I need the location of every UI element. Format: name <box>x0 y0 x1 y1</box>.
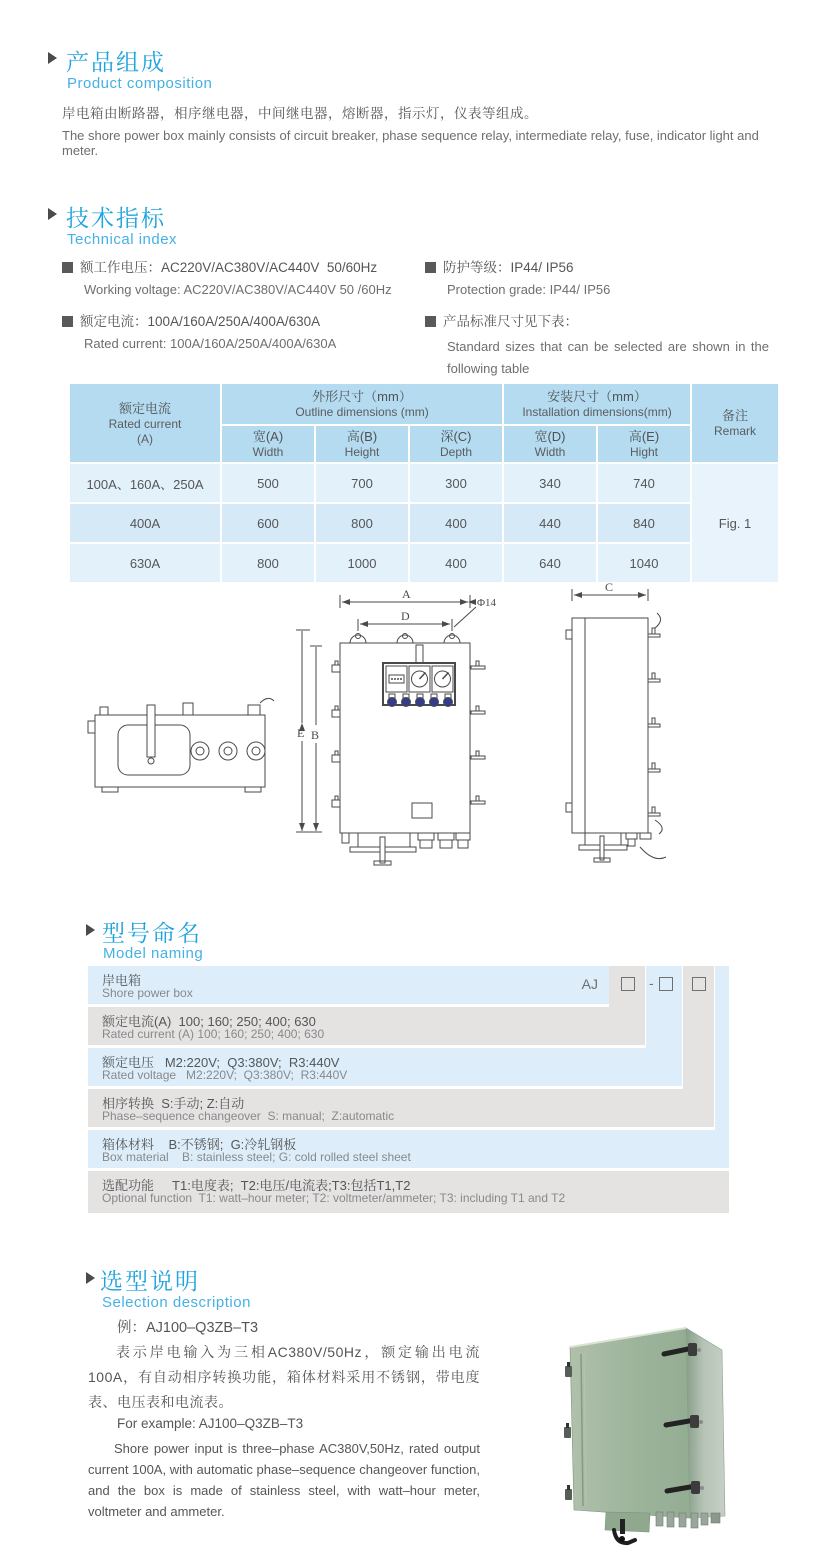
drawing-front-view <box>296 595 485 865</box>
composition-text-zh: 岸电箱由断路器，相序继电器，中间继电器，熔断器，指示灯，仪表等组成。 <box>62 106 538 121</box>
side-latches <box>648 613 662 834</box>
spec-en: Protection grade: IP44/ IP56 <box>447 282 611 297</box>
drawing-side-view <box>566 589 666 862</box>
side-bottom-fittings <box>579 833 666 862</box>
code-placeholder-box-icon <box>621 977 635 991</box>
spec-zh: 防护等级：IP44/ IP56 <box>443 260 574 275</box>
bottom-fittings <box>342 833 470 865</box>
model-row-zh: 相序转换 S:手动; Z:自动 <box>102 1096 245 1111</box>
table-row <box>70 464 778 502</box>
model-row-en: Shore power box <box>102 986 193 1000</box>
sub-header-hight-e: 高(E) Hight <box>598 426 690 462</box>
section-arrow-icon <box>48 52 57 64</box>
cell-hight-e: 1040 <box>598 544 690 582</box>
model-row-phase-sequence <box>88 1089 714 1127</box>
composition-text-en: The shore power box mainly consists of circuit breaker, phase sequence relay, intermediate relay, fuse, indicator light and meter. <box>62 128 759 158</box>
cell-hight-e: 740 <box>598 464 690 502</box>
cell-depth-c: 300 <box>410 464 502 502</box>
sub-header-height-b: 高(B) Height <box>316 426 408 462</box>
spec-standard-sizes <box>425 310 775 331</box>
section-subtitle-selection: Selection description <box>102 1294 251 1311</box>
model-naming-table <box>88 966 729 1214</box>
cell-height-b: 700 <box>316 464 408 502</box>
model-row-en: Phase–sequence changeover S: manual; Z:automatic <box>102 1109 395 1123</box>
dim-label-e: E <box>297 726 305 740</box>
spec-en: Rated current: 100A/160A/250A/400A/630A <box>84 336 337 351</box>
sub-header-depth-c: 深(C) Depth <box>410 426 502 462</box>
model-row-en: Rated current (A) 100; 160; 250; 400; 630 <box>102 1027 325 1041</box>
table-row <box>70 504 778 542</box>
cell-height-b: 1000 <box>316 544 408 582</box>
section-subtitle-model: Model naming <box>103 945 204 962</box>
section-title-selection: 选型说明 <box>100 1268 200 1294</box>
spec-working-voltage <box>62 256 417 277</box>
dimension-lines <box>296 595 476 832</box>
drawing-bottom-view <box>88 698 274 792</box>
model-row-rated-current <box>88 1007 645 1045</box>
spec-rated-current <box>62 310 417 331</box>
cell-depth-c: 400 <box>410 544 502 582</box>
model-row-product <box>88 966 609 1004</box>
cell-current: 400A <box>70 504 220 542</box>
cell-depth-c: 400 <box>410 504 502 542</box>
cell-width-d: 440 <box>504 504 596 542</box>
dim-label-a: A <box>402 587 411 601</box>
model-row-en: Optional function T1: watt–hour meter; T2: voltmeter/ammeter; T3: including T1 and T2 <box>102 1191 566 1205</box>
col-header-outline: 外形尺寸（mm） Outline dimensions (mm) <box>222 384 502 424</box>
product-photo <box>548 1292 813 1564</box>
size-table <box>68 382 780 584</box>
dim-label-c: C <box>605 580 614 594</box>
selection-example-en: For example: AJ100–Q3ZB–T3 <box>117 1416 304 1431</box>
selection-body-en: Shore power input is three–phase AC380V,50Hz, rated output current 100A, with automatic phase–sequence changeover function, and the box is made of stainless steel, with watt–hour meter, voltmeter and ammeter. <box>88 1441 480 1519</box>
cell-current: 100A、160A、250A <box>70 464 220 502</box>
section-title-composition: 产品组成 <box>66 49 166 75</box>
section-title-model: 型号命名 <box>102 920 202 946</box>
bullet-square-icon <box>425 262 436 273</box>
bullet-square-icon <box>62 316 73 327</box>
selection-example-zh: 例：AJ100–Q3ZB–T3 <box>117 1320 259 1336</box>
code-placeholder-box-icon <box>692 977 706 991</box>
meter-panel <box>383 663 455 707</box>
spec-protection-grade <box>425 256 775 277</box>
sub-header-width-d: 宽(D) Width <box>504 426 596 462</box>
sub-header-width-a: 宽(A) Width <box>222 426 314 462</box>
model-row-en: Rated voltage M2:220V; Q3:380V; R3:440V <box>102 1068 348 1082</box>
section-arrow-icon <box>48 208 57 220</box>
bottom-glands <box>605 1512 720 1543</box>
code-placeholder-box-icon <box>659 977 673 991</box>
hinges <box>332 661 340 807</box>
model-row-optional-function <box>88 1171 729 1213</box>
model-row-rated-voltage <box>88 1048 682 1086</box>
cell-width-d: 340 <box>504 464 596 502</box>
model-row-en: Box material B: stainless steel; G: cold rolled steel sheet <box>102 1150 411 1164</box>
spec-en: Standard sizes that can be selected are shown in the following table <box>447 339 769 376</box>
cell-width-a: 800 <box>222 544 314 582</box>
model-code-prefix: AJ <box>581 976 598 992</box>
section-subtitle-composition: Product composition <box>67 75 213 92</box>
cell-hight-e: 840 <box>598 504 690 542</box>
cell-width-d: 640 <box>504 544 596 582</box>
technical-drawing <box>40 575 790 875</box>
latches <box>471 661 485 804</box>
section-subtitle-technical: Technical index <box>67 231 178 248</box>
col-header-remark: 备注 Remark <box>692 384 778 462</box>
section-title-technical: 技术指标 <box>66 205 166 231</box>
model-row-zh: 箱体材料 B:不锈钢; G:冷轧钢板 <box>102 1137 297 1152</box>
model-row-zh: 岸电箱 <box>102 973 142 988</box>
cell-height-b: 800 <box>316 504 408 542</box>
selection-body-zh: 表示岸电输入为三相AC380V/50Hz，额定输出电流100A，有自动相序转换功能，箱体材料采用不锈钢，带电度表、电压表和电流表。 <box>88 1344 480 1410</box>
bullet-square-icon <box>425 316 436 327</box>
section-arrow-icon <box>86 924 95 936</box>
cell-current: 630A <box>70 544 220 582</box>
model-code-separator: - <box>649 975 654 991</box>
model-row-zh: 额定电流(A) 100; 160; 250; 400; 630 <box>102 1014 316 1029</box>
spec-zh: 产品标准尺寸见下表： <box>443 314 578 329</box>
spec-en: Working voltage: AC220V/AC380V/AC440V 50 /60Hz <box>84 282 392 297</box>
dim-label-phi14: Φ14 <box>477 597 497 609</box>
spec-zh: 额工作电压：AC220V/AC380V/AC440V 50/60Hz <box>80 260 378 275</box>
dim-label-b: B <box>311 728 320 742</box>
cell-remark: Fig. 1 <box>692 464 778 582</box>
bullet-square-icon <box>62 262 73 273</box>
cell-width-a: 600 <box>222 504 314 542</box>
section-arrow-icon <box>86 1272 95 1284</box>
col-header-install: 安装尺寸（mm） Installation dimensions(mm) <box>504 384 690 424</box>
dim-label-d: D <box>401 609 410 623</box>
model-row-zh: 额定电压 M2:220V; Q3:380V; R3:440V <box>102 1055 340 1070</box>
model-row-zh: 选配功能 T1:电度表; T2:电压/电流表;T3:包括T1,T2 <box>102 1178 411 1193</box>
cell-width-a: 500 <box>222 464 314 502</box>
model-row-box-material <box>88 1130 729 1168</box>
col-header-rated-current: 额定电流 Rated current (A) <box>70 384 220 462</box>
spec-zh: 额定电流：100A/160A/250A/400A/630A <box>80 314 321 329</box>
